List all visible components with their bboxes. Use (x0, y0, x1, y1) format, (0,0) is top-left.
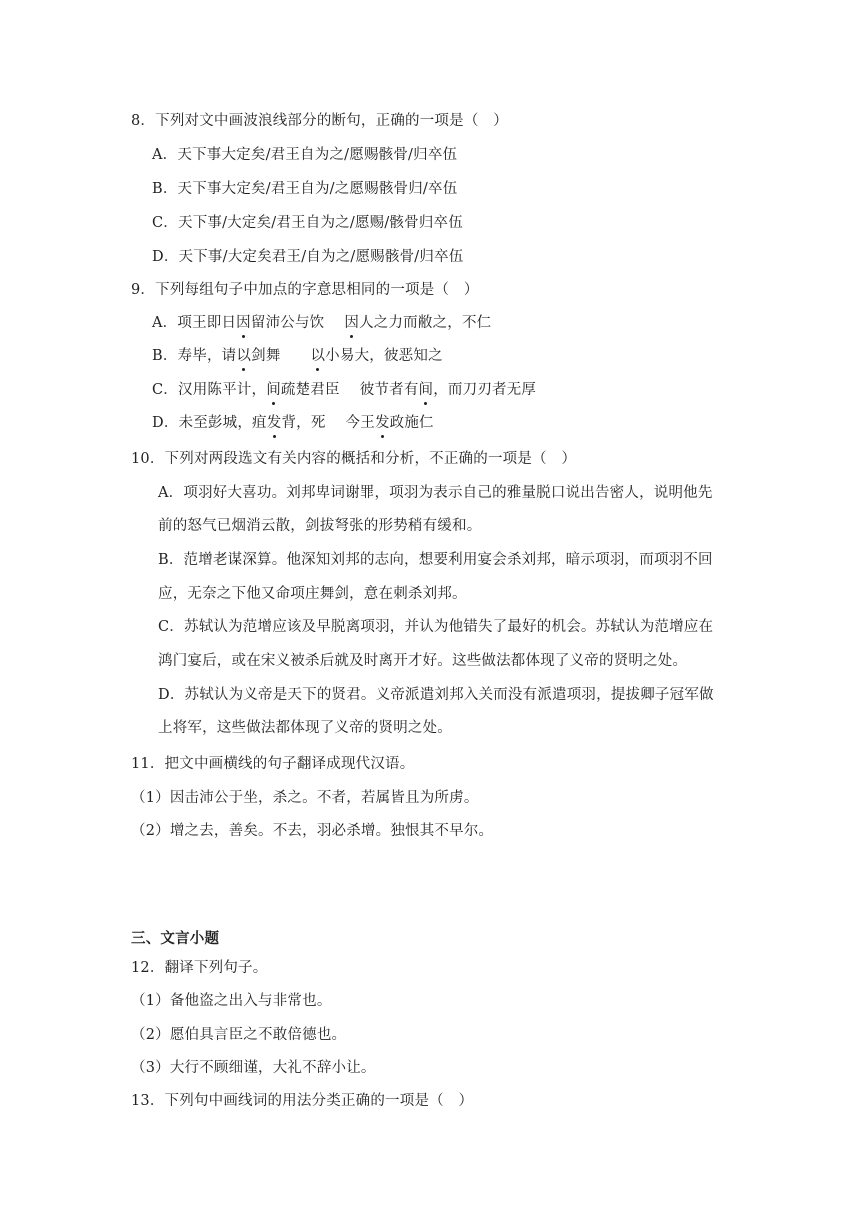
question-10-option-d-line1: D．苏轼认为义帝是天下的贤君。义帝派遣刘邦入关而没有派遣项羽，提拔卿子冠军做 (158, 687, 714, 703)
option-a-first-post: 留沛公与饮 (250, 315, 325, 331)
option-c-second-pre: 彼节者有 (359, 382, 419, 398)
question-10-option-b-line2: 应，无奈之下他又命项庄舞剑，意在刺杀刘邦。 (158, 586, 467, 602)
question-8-option-b: B．天下事大定矣/君王自为/之愿赐骸骨归/卒伍 (152, 181, 458, 197)
option-d-first-pre: D．未至彭城，疽 (152, 415, 267, 431)
option-b-second-post: 小易大，彼恶知之 (325, 348, 443, 364)
question-8-option-d: D．天下事/大定矣君王/自为之/愿赐骸骨/归卒伍 (152, 249, 464, 265)
option-a-second-dotted-char: 因 (344, 315, 360, 331)
question-9-option-c (152, 380, 536, 400)
question-12-stem: 12．翻译下列句子。 (131, 960, 268, 976)
question-9-option-d (152, 413, 434, 433)
question-10-stem: 10．下列对两段选文有关内容的概括和分析，不正确的一项是（ ） (131, 451, 577, 467)
question-10-option-b-line1: B．范增老谋深算。他深知刘邦的志向，想要利用宴会杀刘邦，暗示项羽，而项羽不回 (158, 552, 713, 568)
option-d-second-post: 政施仁 (389, 415, 434, 431)
question-10-option-d-line2: 上将军，这些做法都体现了义帝的贤明之处。 (158, 720, 452, 736)
option-c-second-post: ，而刀刃者无厚 (433, 382, 537, 398)
question-9-option-b (152, 346, 443, 366)
option-a-first-dotted-char: 因 (236, 315, 251, 331)
option-a-second-post: 人之力而敝之，不仁 (359, 315, 492, 331)
option-b-first-pre: B．寿毕，请 (152, 348, 237, 364)
option-b-second-dotted-char: 以 (310, 348, 326, 364)
question-10-option-c-line1: C．苏轼认为范增应该及早脱离项羽，并认为他错失了最好的机会。苏轼认为范增应在 (158, 619, 714, 635)
option-d-second-dotted-char: 发 (374, 415, 390, 431)
question-10-option-c-line2: 鸿门宴后，或在宋义被杀后就及时离开才好。这些做法都体现了义帝的贤明之处。 (158, 653, 688, 669)
question-12-item-2: （2）愿伯具言臣之不敢倍德也。 (131, 1027, 347, 1043)
option-d-first-dotted-char: 发 (266, 415, 282, 431)
question-8-option-a: A．天下事大定矣/君王自为之/愿赐骸骨/归卒伍 (152, 147, 458, 163)
question-10-option-a-line1: A．项羽好大喜功。刘邦卑词谢罪，项羽为表示自己的雅量脱口说出告密人，说明他先 (158, 485, 713, 501)
question-8-option-c: C．天下事/大定矣/君王自为之/愿赐/骸骨归卒伍 (152, 215, 463, 231)
question-8-stem: 8．下列对文中画波浪线部分的断句，正确的一项是（ ） (131, 113, 508, 129)
question-12-item-1: （1）备他盗之出入与非常也。 (131, 993, 332, 1009)
question-11-stem: 11．把文中画横线的句子翻译成现代汉语。 (131, 756, 415, 772)
question-10-option-a-line2: 前的怒气已烟消云散，剑拔弩张的形势稍有缓和。 (158, 518, 482, 534)
option-b-first-post: 剑舞 (251, 348, 281, 364)
question-12-item-3: （3）大行不顾细谨，大礼不辞小让。 (131, 1060, 376, 1076)
question-9-option-a (152, 313, 491, 333)
question-11-item-1: （1）因击沛公于坐，杀之。不者，若属皆且为所虏。 (131, 790, 479, 806)
option-d-second-pre: 今王 (345, 415, 375, 431)
option-b-first-dotted-char: 以 (236, 348, 252, 364)
question-11-item-2: （2）增之去，善矣。不去，羽必杀增。独恨其不早尔。 (131, 823, 494, 839)
question-13-stem: 13．下列句中画线词的用法分类正确的一项是（ ） (131, 1093, 474, 1109)
option-c-second-dotted-char: 间 (418, 382, 434, 398)
option-c-first-dotted-char: 间 (266, 382, 281, 398)
question-9-stem: 9．下列每组句子中加点的字意思相同的一项是（ ） (131, 282, 479, 298)
option-c-first-post: 疏楚君臣 (280, 382, 340, 398)
option-c-first-pre: C．汉用陈平计， (152, 382, 267, 398)
section-3-heading: 三、文言小题 (131, 930, 220, 947)
option-a-first-pre: A．项王即日 (152, 315, 237, 331)
option-d-first-post: 背，死 (281, 415, 326, 431)
